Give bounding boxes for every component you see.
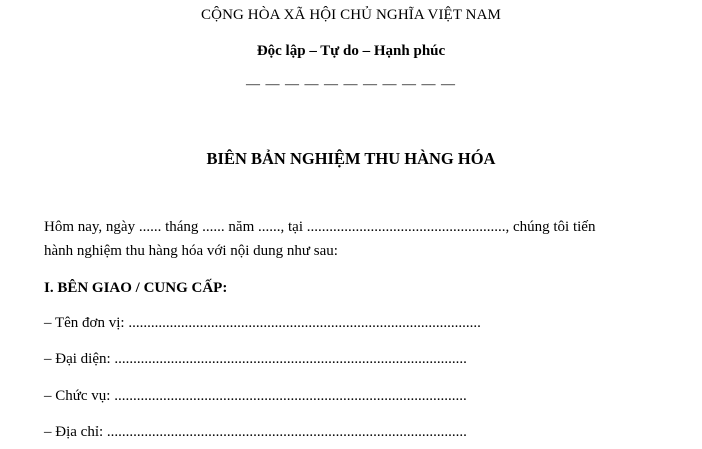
document-title: BIÊN BẢN NGHIỆM THU HÀNG HÓA: [206, 149, 496, 168]
national-motto: Độc lập – Tự do – Hạnh phúc: [256, 43, 446, 59]
intro-line-2: hành nghiệm thu hàng hóa với nội dung như sau:: [44, 243, 338, 259]
header-separator: — — — — — — — — — — —: [246, 77, 456, 92]
intro-line-1: Hôm nay, ngày ...... tháng ...... năm ......, tại ....................................................., chúng tôi tiến: [44, 219, 596, 235]
section-heading: I. BÊN GIAO / CUNG CẤP:: [44, 280, 228, 296]
field-address: – Địa chỉ: ................................................................................................: [44, 424, 467, 440]
field-position: – Chức vụ: ..............................................................................................: [44, 388, 467, 404]
field-unit-name: – Tên đơn vị: ..............................................................................................: [44, 315, 481, 331]
national-title: CỘNG HÒA XÃ HỘI CHỦ NGHĨA VIỆT NAM: [201, 7, 501, 23]
field-representative: – Đại diện: ..............................................................................................: [44, 351, 467, 367]
